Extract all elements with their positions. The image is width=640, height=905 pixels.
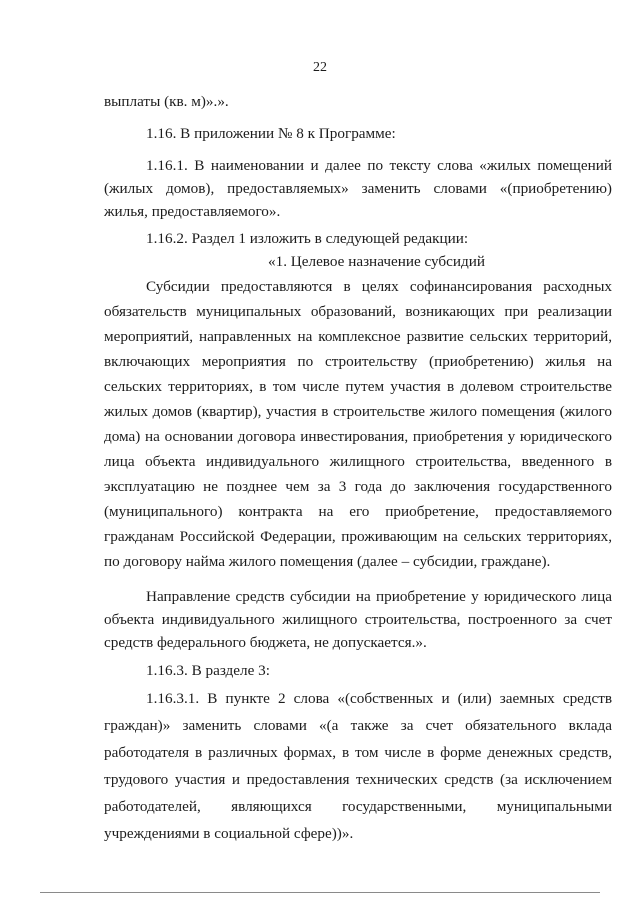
text-line: Направление средств субсидии на приобретение у юридического лица	[146, 588, 612, 605]
text-line: Субсидии предоставляются в целях софинансирования расходных	[146, 278, 612, 295]
text-line: гражданам Российской Федерации, проживающим на сельских территориях,	[104, 528, 612, 545]
page-number: 22	[313, 60, 327, 75]
text-line: жилых домов (квартир), участия в строительстве жилого помещения (жилого	[104, 403, 612, 420]
text-line: дома) на основании договора инвестирования, приобретения у юридического	[104, 428, 612, 445]
text-line: мероприятий, направленных на комплексное развитие сельских территорий,	[104, 328, 612, 345]
text-line: обязательств муниципальных образований, возникающих при реализации	[104, 303, 612, 320]
text-line: трудового участия и предоставления технических средств (за исключением	[104, 771, 612, 788]
text-line: 1.16.3. В разделе 3:	[146, 662, 270, 679]
text-line: объекта индивидуального жилищного строительства, построенного за счет	[104, 611, 612, 628]
text-line: жилья, предоставляемого».	[104, 203, 281, 220]
text-line: (муниципального) контракта на его приобретение, предоставляемого	[104, 503, 612, 520]
text-line: 1.16.1. В наименовании и далее по тексту слова «жилых помещений	[146, 157, 612, 174]
text-line: по договору найма жилого помещения (далее – субсидии, граждане).	[104, 553, 551, 570]
text-line: выплаты (кв. м)».».	[104, 93, 229, 110]
text-line: граждан)» заменить словами «(а также за счет обязательного вклада	[104, 717, 612, 734]
text-line: 1.16.2. Раздел 1 изложить в следующей редакции:	[146, 230, 469, 247]
text-line: учреждениями в социальной сфере))».	[104, 825, 354, 842]
text-line: (жилых домов), предоставляемых» заменить словами «(приобретению)	[104, 180, 612, 197]
page-bottom-rule	[40, 892, 600, 893]
text-line: включающих мероприятия по строительству (приобретению) жилья на	[104, 353, 612, 370]
text-line: 1.16.3.1. В пункте 2 слова «(собственных и (или) заемных средств	[146, 690, 612, 707]
text-line: лица объекта индивидуального жилищного строительства, введенного в	[104, 453, 612, 470]
text-line: работодателя в различных формах, в том числе в форме денежных средств,	[104, 744, 612, 761]
text-line: 1.16. В приложении № 8 к Программе:	[146, 125, 396, 142]
section-heading: «1. Целевое назначение субсидий	[268, 253, 486, 270]
text-line: работодателей, являющихся государственными, муниципальными	[104, 798, 612, 815]
text-line: эксплуатацию не позднее чем за 3 года до заключения государственного	[104, 478, 612, 495]
text-line: сельских территориях, в том числе путем участия в долевом строительстве	[104, 378, 612, 395]
text-line: средств федерального бюджета, не допускается.».	[104, 634, 427, 651]
